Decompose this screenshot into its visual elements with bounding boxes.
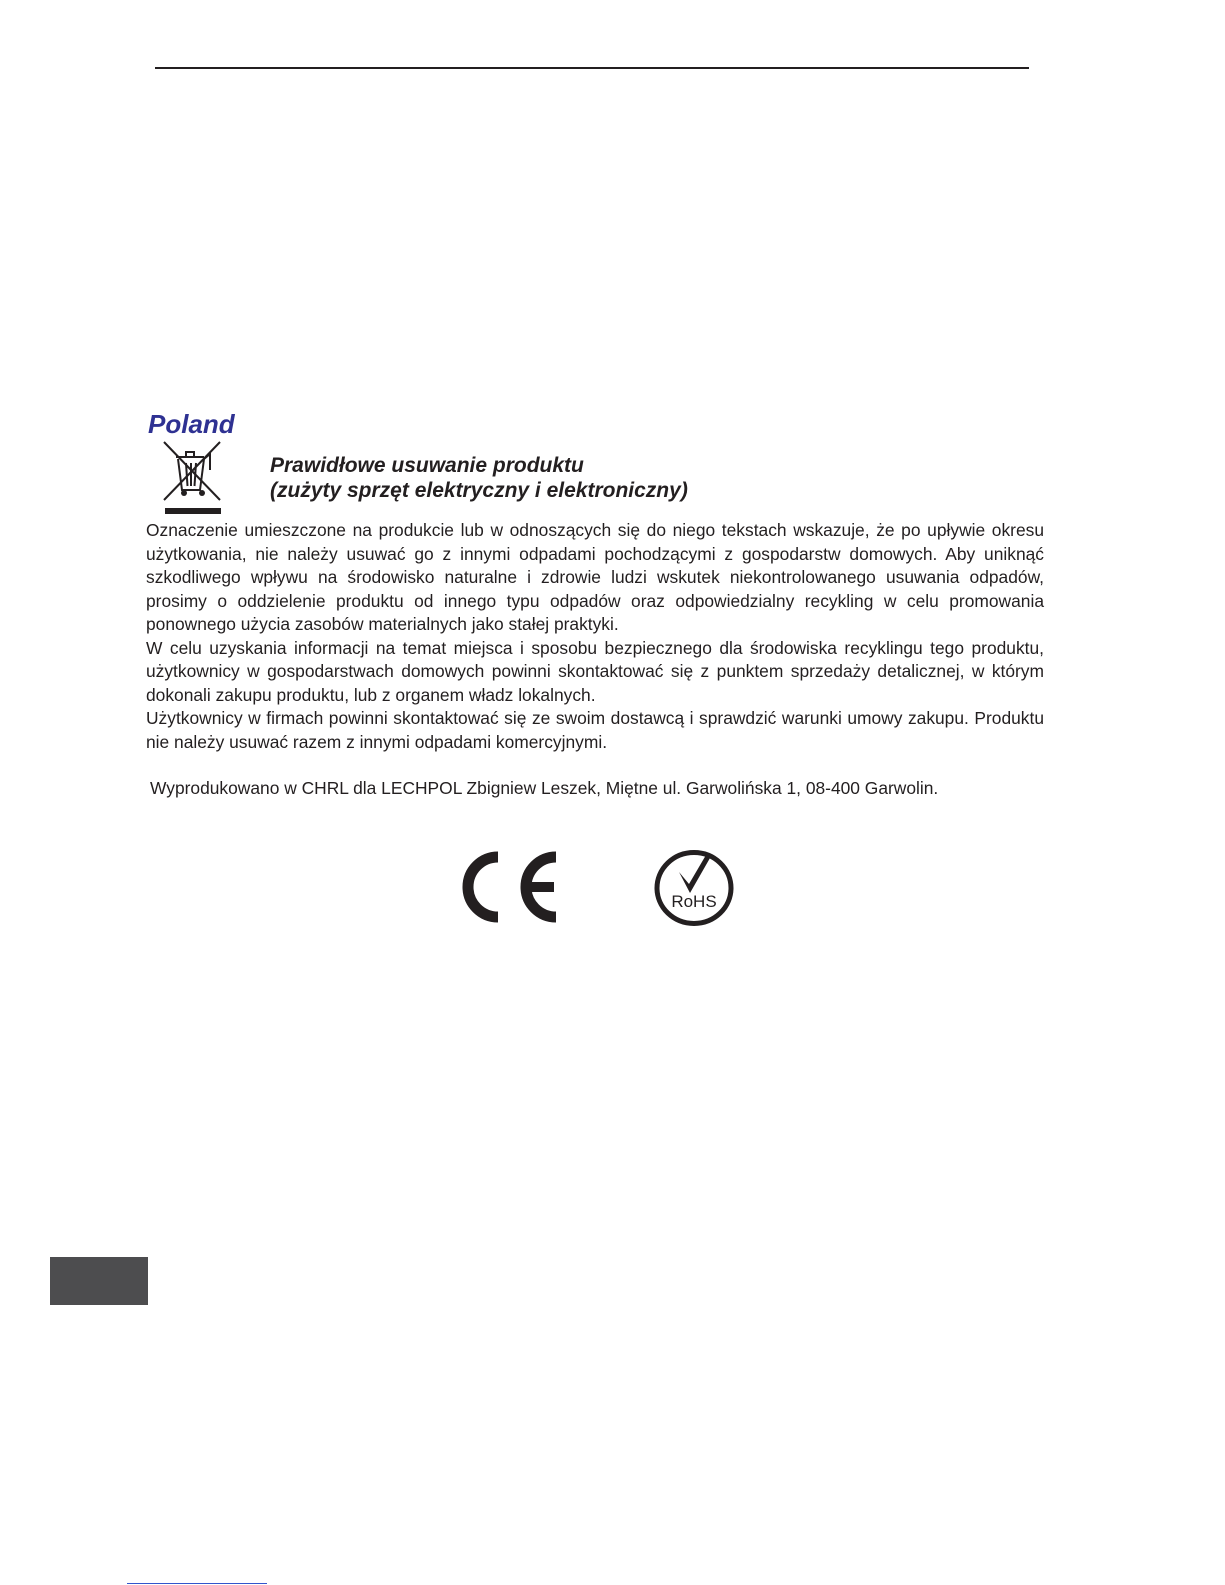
notice-body	[146, 519, 1044, 754]
notice-title-line1: Prawidłowe usuwanie produktu	[270, 454, 584, 477]
paragraph-disposal: Oznaczenie umieszczone na produkcie lub w odnoszących się do niego tekstach wskazuje, że po upływie okresu użytkowania, nie należy usuwać go z innymi odpadami pochodzącymi z gospodarstw domowych. Aby uniknąć szkodliwego wpływu na środowisko naturalne i zdrowie ludzi wskutek niekontrolowanego usuwania odpadów, prosimy o oddzielenie produktu od innego typu odpadów oraz odpowiedzialny recykling w celu promowania ponownego użycia zasobów materialnych jako stałej praktyki.	[146, 520, 1044, 634]
paragraph-business-users: Użytkownicy w firmach powinni skontaktować się ze swoim dostawcą i sprawdzić warunki umowy zakupu. Produktu nie należy usuwać razem z innymi odpadami komercyjnymi.	[146, 708, 1044, 752]
paragraph-recycling-info: W celu uzyskania informacji na temat miejsca i sposobu bezpiecznego dla środowiska recyklingu tego produktu, użytkownicy w gospodarstwach domowych powinni skontaktować się z punktem sprzedaży detalicznej, w którym dokonali zakupu produktu, lub z organem władz lokalnych.	[146, 637, 1044, 705]
top-divider	[155, 67, 1029, 69]
notice-title	[270, 453, 688, 503]
weee-crossed-bin-icon	[160, 440, 226, 516]
manufacturer-info: Wyprodukowano w CHRL dla LECHPOL Zbigniew Leszek, Miętne ul. Garwolińska 1, 08-400 Garwolin.	[150, 778, 939, 798]
page-tab-marker	[50, 1257, 148, 1305]
country-heading: Poland	[148, 409, 235, 439]
ce-mark-icon	[451, 850, 559, 924]
rohs-label: RoHS	[671, 892, 717, 911]
rohs-mark-icon	[653, 849, 735, 927]
notice-title-line2: (zużyty sprzęt elektryczny i elektroniczny)	[270, 479, 688, 502]
bottom-divider	[127, 1583, 267, 1584]
